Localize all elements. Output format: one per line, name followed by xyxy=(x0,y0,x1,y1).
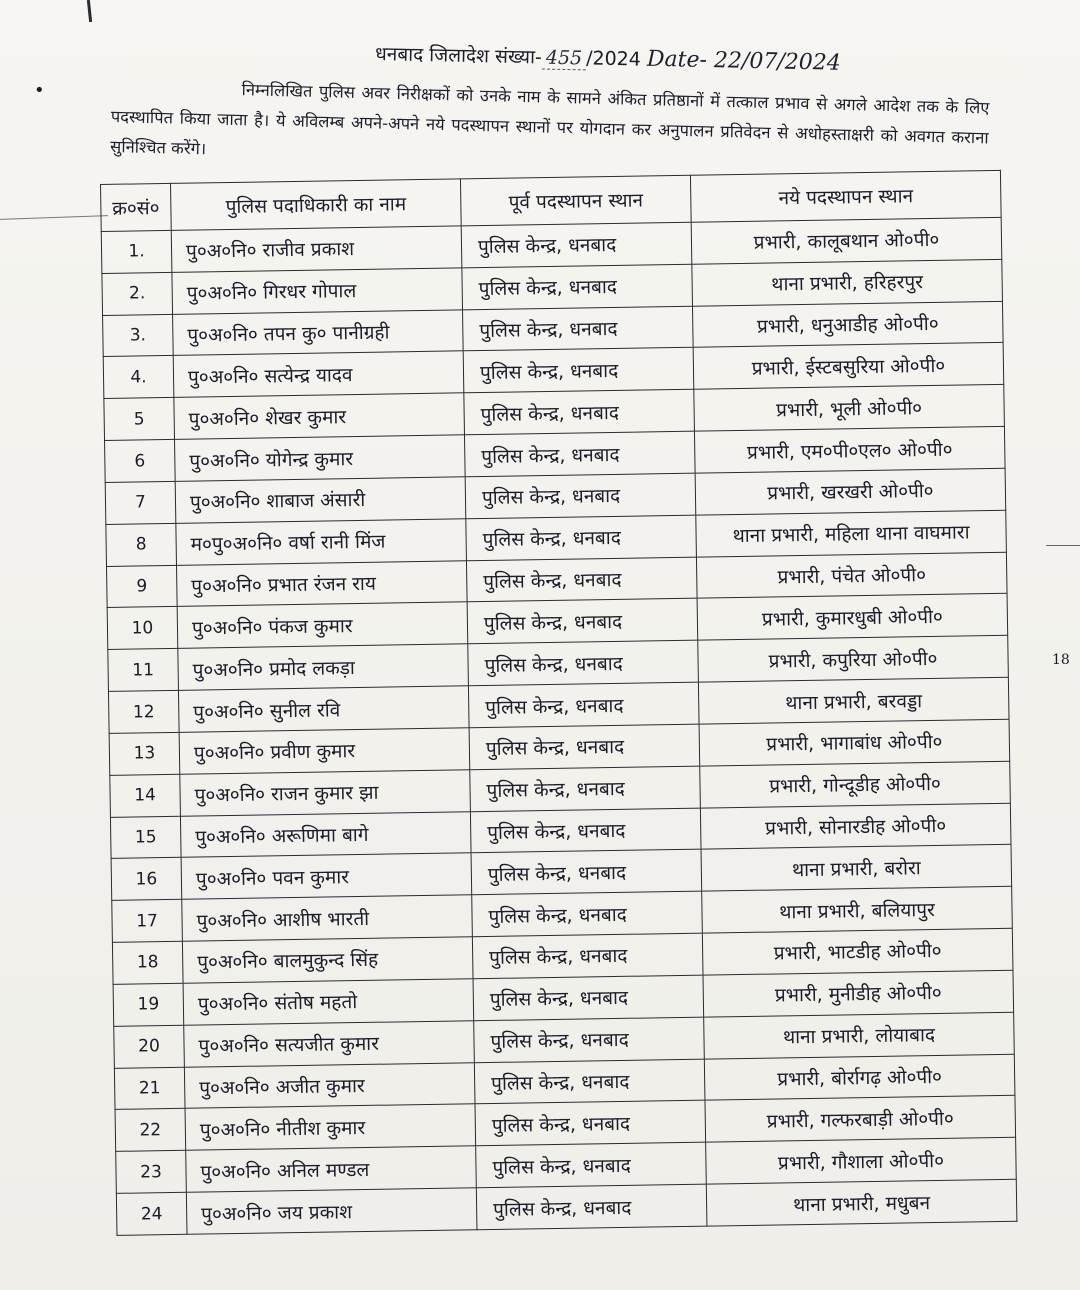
cell-prev: पुलिस केन्द्र, धनबाद xyxy=(467,599,698,644)
cell-prev: पुलिस केन्द्र, धनबाद xyxy=(463,348,694,393)
header-prev-posting: पूर्व पदस्थापन स्थान xyxy=(460,175,691,226)
crease-line xyxy=(0,215,108,220)
cell-prev: पुलिस केन्द्र, धनबाद xyxy=(462,264,693,309)
cell-name: पु०अ०नि० सत्येन्द्र यादव xyxy=(173,351,464,397)
cell-name: पु०अ०नि० राजन कुमार झा xyxy=(180,770,471,816)
posting-table-wrap xyxy=(100,170,1016,1236)
cell-prev: पुलिस केन्द्र, धनबाद xyxy=(476,1184,707,1230)
cell-name: पु०अ०नि० गिरधर गोपाल xyxy=(172,268,463,314)
cell-prev: पुलिस केन्द्र, धनबाद xyxy=(466,515,697,560)
cell-prev: पुलिस केन्द्र, धनबाद xyxy=(465,473,696,518)
cell-sno: 1. xyxy=(101,230,172,273)
cell-new: प्रभारी, बोर्रागढ़ ओ०पी० xyxy=(704,1054,1015,1101)
cell-new: प्रभारी, एम०पी०एल० ओ०पी० xyxy=(694,426,1005,473)
cell-name: पु०अ०नि० शाबाज अंसारी xyxy=(175,477,466,523)
cell-sno: 21 xyxy=(114,1067,185,1110)
cell-sno: 12 xyxy=(108,690,179,733)
cell-new: प्रभारी, ईस्टबसुरिया ओ०पी० xyxy=(693,343,1004,390)
cell-sno: 19 xyxy=(113,983,184,1026)
bullet-dot: • xyxy=(34,80,45,101)
cell-name: पु०अ०नि० पंकज कुमार xyxy=(177,602,468,648)
order-number: 455 xyxy=(542,46,587,70)
cell-sno: 18 xyxy=(112,941,183,984)
cell-name: पु०अ०नि० आशीष भारती xyxy=(182,895,473,941)
cell-prev: पुलिस केन्द्र, धनबाद xyxy=(464,431,695,476)
cell-sno: 23 xyxy=(116,1150,187,1193)
order-label: धनबाद जिलादेश संख्या- xyxy=(374,43,543,69)
cell-name: पु०अ०नि० शेखर कुमार xyxy=(174,393,465,439)
cell-new: थाना प्रभारी, बरोरा xyxy=(701,845,1012,892)
cell-prev: पुलिस केन्द्र, धनबाद xyxy=(461,222,692,267)
cell-name: पु०अ०नि० अजीत कुमार xyxy=(184,1062,475,1108)
cell-name: म०पु०अ०नि० वर्षा रानी मिंज xyxy=(176,519,467,565)
cell-new: प्रभारी, कालूबथान ओ०पी० xyxy=(691,217,1002,264)
cell-prev: पुलिस केन्द्र, धनबाद xyxy=(471,850,702,895)
cell-sno: 11 xyxy=(108,649,179,692)
cell-prev: पुलिस केन्द्र, धनबाद xyxy=(464,390,695,435)
cell-new: प्रभारी, कपुरिया ओ०पी० xyxy=(698,636,1009,683)
cell-new: प्रभारी, खरखरी ओ०पी० xyxy=(695,468,1006,515)
cell-name: पु०अ०नि० तपन कु० पानीग्रही xyxy=(173,309,464,355)
cell-name: पु०अ०नि० प्रभात रंजन राय xyxy=(176,560,467,606)
cell-new: प्रभारी, सोनारडीह ओ०पी० xyxy=(700,803,1011,850)
cell-new: प्रभारी, धनुआडीह ओ०पी० xyxy=(692,301,1003,348)
cell-sno: 6 xyxy=(105,440,176,483)
cell-name: पु०अ०नि० संतोष महतो xyxy=(183,979,474,1025)
cell-new: थाना प्रभारी, महिला थाना वाघमारा xyxy=(696,510,1007,557)
cell-sno: 24 xyxy=(116,1192,187,1235)
cell-prev: पुलिस केन्द्र, धनबाद xyxy=(474,1017,705,1062)
cell-prev: पुलिस केन्द्र, धनबाद xyxy=(468,640,699,685)
cell-name: पु०अ०नि० राजीव प्रकाश xyxy=(171,226,462,272)
cell-sno: 9 xyxy=(107,565,178,608)
cell-name: पु०अ०नि० अरूणिमा बागे xyxy=(180,811,471,857)
cell-new: थाना प्रभारी, मधुबन xyxy=(706,1179,1017,1226)
order-year: /2024 xyxy=(585,47,642,71)
pen-mark xyxy=(87,0,92,22)
cell-name: पु०अ०नि० जय प्रकाश xyxy=(186,1188,477,1235)
cell-sno: 14 xyxy=(110,774,181,817)
cell-new: प्रभारी, मुनीडीह ओ०पी० xyxy=(703,970,1014,1017)
posting-table xyxy=(100,170,1017,1236)
cell-name: पु०अ०नि० पवन कुमार xyxy=(181,853,472,899)
cell-name: पु०अ०नि० सुनील रवि xyxy=(178,686,469,732)
cell-new: प्रभारी, गल्फरबाड़ी ओ०पी० xyxy=(705,1096,1016,1143)
header-name: पुलिस पदाधिकारी का नाम xyxy=(170,179,461,231)
cell-prev: पुलिस केन्द्र, धनबाद xyxy=(474,1059,705,1104)
margin-note: 18 xyxy=(1052,652,1070,668)
crease-line-right xyxy=(1046,545,1080,546)
cell-sno: 15 xyxy=(110,816,181,859)
cell-new: प्रभारी, कुमारधुबी ओ०पी० xyxy=(697,594,1008,641)
cell-sno: 22 xyxy=(115,1109,186,1152)
cell-prev: पुलिस केन्द्र, धनबाद xyxy=(470,766,701,811)
cell-sno: 8 xyxy=(106,523,177,566)
header-sno: क्र०सं० xyxy=(101,183,172,231)
cell-prev: पुलिस केन्द्र, धनबाद xyxy=(472,891,703,936)
cell-sno: 3. xyxy=(103,314,174,357)
cell-new: थाना प्रभारी, बरवड्डा xyxy=(698,677,1009,724)
cell-prev: पुलिस केन्द्र, धनबाद xyxy=(473,975,704,1020)
cell-sno: 17 xyxy=(112,900,183,943)
cell-new: प्रभारी, गोन्दूडीह ओ०पी० xyxy=(700,761,1011,808)
cell-sno: 2. xyxy=(102,272,173,315)
cell-prev: पुलिस केन्द्र, धनबाद xyxy=(466,557,697,602)
cell-prev: पुलिस केन्द्र, धनबाद xyxy=(470,808,701,853)
cell-sno: 20 xyxy=(114,1025,185,1068)
cell-sno: 10 xyxy=(107,607,178,650)
cell-prev: पुलिस केन्द्र, धनबाद xyxy=(472,933,703,978)
cell-new: थाना प्रभारी, लोयाबाद xyxy=(704,1012,1015,1059)
cell-sno: 16 xyxy=(111,858,182,901)
order-date: Date- 22/07/2024 xyxy=(646,46,841,76)
cell-new: प्रभारी, पंचेत ओ०पी० xyxy=(696,552,1007,599)
cell-prev: पुलिस केन्द्र, धनबाद xyxy=(475,1101,706,1146)
cell-prev: पुलिस केन्द्र, धनबाद xyxy=(468,682,699,727)
cell-prev: पुलिस केन्द्र, धनबाद xyxy=(463,306,694,351)
cell-new: प्रभारी, भाटडीह ओ०पी० xyxy=(702,928,1013,975)
cell-name: पु०अ०नि० अनिल मण्डल xyxy=(186,1146,477,1192)
cell-sno: 5 xyxy=(104,398,175,441)
cell-sno: 4. xyxy=(103,356,174,399)
cell-sno: 13 xyxy=(109,732,180,775)
table-body xyxy=(101,217,1017,1235)
cell-name: पु०अ०नि० योगेन्द्र कुमार xyxy=(175,435,466,481)
cell-sno: 7 xyxy=(105,481,176,524)
cell-new: प्रभारी, भूली ओ०पी० xyxy=(694,385,1005,432)
intro-paragraph: निम्नलिखित पुलिस अवर निरीक्षकों को उनके नाम के सामने अंकित प्रतिष्ठानों में तत्काल प्रभाव से अगले आदेश तक के लिए पदस्थापित किया जाता है। ये अविलम्ब अपने-अपने नये पदस्थापन स्थानों पर योगदान कर अनुपालन प्रतिवेदन से अधोहस्ताक्षरी को अवगत कराना सुनिश्चित करेंगे। xyxy=(109,80,990,159)
cell-new: थाना प्रभारी, बलियापुर xyxy=(702,887,1013,934)
header-new-posting: नये पदस्थापन स्थान xyxy=(690,170,1001,222)
cell-new: प्रभारी, गौशाला ओ०पी० xyxy=(706,1137,1017,1184)
cell-name: पु०अ०नि० प्रमोद लकड़ा xyxy=(178,644,469,690)
cell-name: पु०अ०नि० बालमुकुन्द सिंह xyxy=(182,937,473,983)
cell-name: पु०अ०नि० प्रवीण कुमार xyxy=(179,728,470,774)
cell-new: थाना प्रभारी, हरिहरपुर xyxy=(692,259,1003,306)
cell-prev: पुलिस केन्द्र, धनबाद xyxy=(469,724,700,769)
cell-new: प्रभारी, भागाबांध ओ०पी० xyxy=(699,719,1010,766)
cell-name: पु०अ०नि० सत्यजीत कुमार xyxy=(184,1020,475,1066)
cell-prev: पुलिस केन्द्र, धनबाद xyxy=(476,1142,707,1187)
cell-name: पु०अ०नि० नीतीश कुमार xyxy=(185,1104,476,1150)
